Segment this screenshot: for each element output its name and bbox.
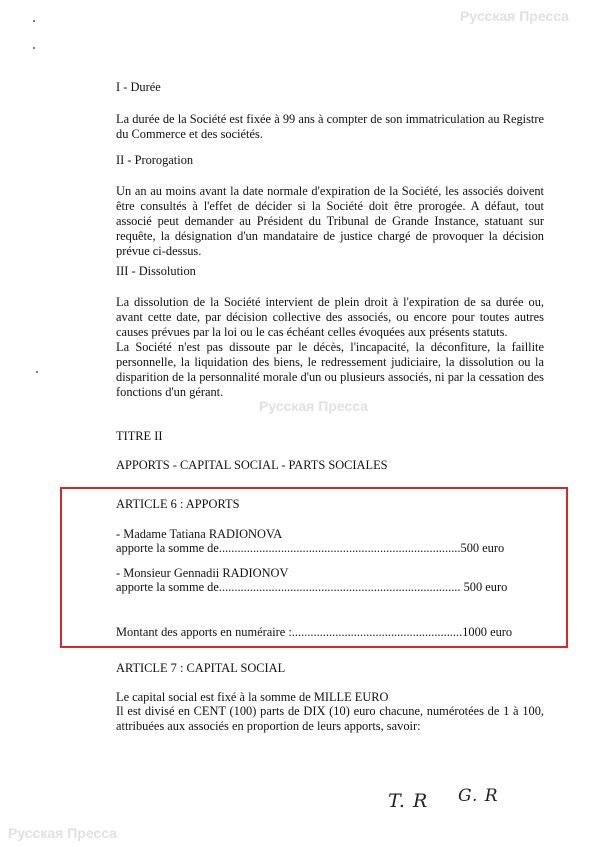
section-heading-prorogation: II - Prorogation [116,153,194,167]
article-6-title: ARTICLE 6 : APPORTS [116,497,240,511]
article-7-line-2: Il est divisé en CENT (100) parts de DIX (10) euro chacune, numérotées de 1 à 100, attribuées aux associés en proportion de leurs apports, savoir: [116,704,544,733]
watermark-bottom: Русская Пресса [8,825,117,841]
watermark-top: Русская Пресса [460,8,569,24]
scan-speck [33,20,35,22]
handwritten-initials-tr: T. R [388,790,429,812]
scan-speck [36,371,38,373]
section-heading-dissolution: III - Dissolution [116,264,196,278]
section-body-dissolution-2: La Société n'est pas dissoute par le décès, l'incapacité, la déconfiture, la faillite personnelle, la liquidation des biens, le redressement judiciaire, la dissolution ou la disparition de la personnalité morale d'un ou plusieurs associés, ni par la cessation des fonctions d'un gérant. [116,340,544,399]
watermark-middle: Русская Пресса [259,398,368,414]
article-7-line-1: Le capital social est fixé à la somme de MILLE EURO [116,690,389,704]
contributions-total-line: Montant des apports en numéraire :.......................................................1000 euro [116,625,513,639]
section-heading-duree: I - Durée [116,80,161,94]
section-body-prorogation: Un an au moins avant la date normale d'expiration de la Société, les associés doivent être consultés à l'effet de décider si la Société doit être prorogée. A défaut, tout associé peut demander au Président du Tribunal de Grande Instance, statuant sur requête, la désignation d'un mandataire de justice chargé de provoquer la décision prévue ci-dessus. [116,184,544,258]
section-body-duree: La durée de la Société est fixée à 99 ans à compter de son immatriculation au Registre du Commerce et des sociétés. [116,112,544,141]
section-body-dissolution-1: La dissolution de la Société intervient de plein droit à l'expiration de sa durée ou, avant cette date, par décision collective des associés, ou encore pour toutes autres causes prévues par la loi ou le cas échéant celles évoquées aux présents statuts. [116,295,544,339]
contributor-1-name: - Madame Tatiana RADIONOVA [116,527,283,541]
titre-label: TITRE II [116,429,163,443]
titre-subtitle: APPORTS - CAPITAL SOCIAL - PARTS SOCIALES [116,458,388,472]
scan-speck [33,47,35,49]
handwritten-initials-gr: G. R [458,786,499,806]
contributor-1-amount-line: apporte la somme de..............................................................................500 euro [116,541,505,555]
contributor-2-amount-line: apporte la somme de.............................................................................. 500 euro [116,580,508,594]
article-7-title: ARTICLE 7 : CAPITAL SOCIAL [116,661,286,675]
contributor-2-name: - Monsieur Gennadii RADIONOV [116,566,289,580]
